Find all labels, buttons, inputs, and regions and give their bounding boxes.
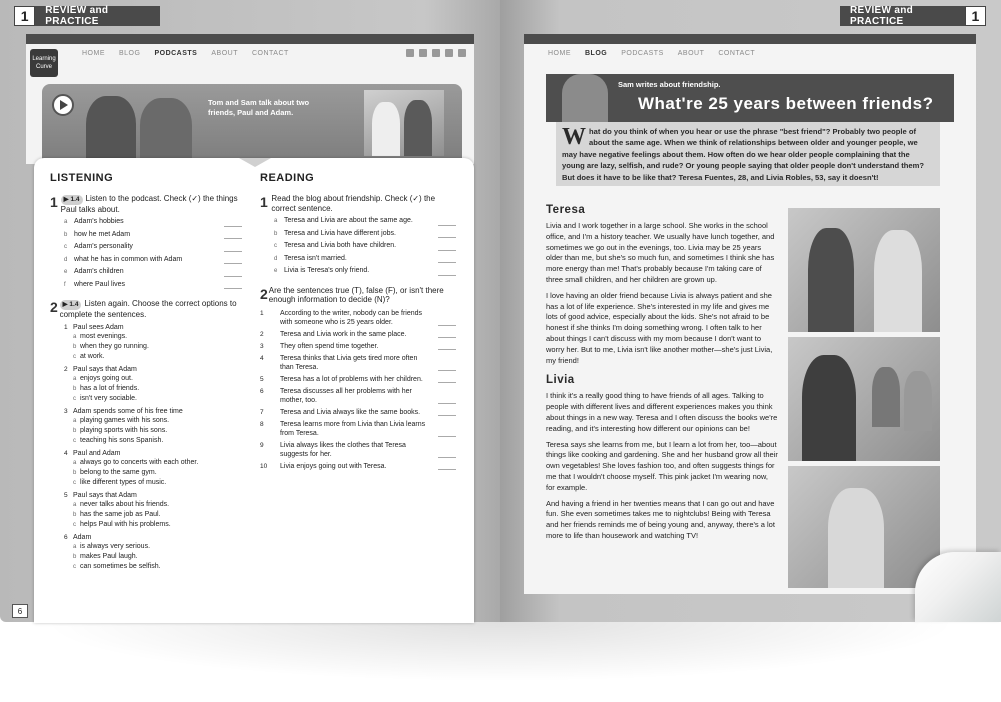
answer-blank[interactable]: [438, 457, 456, 458]
question-text: Paul sees Adam: [73, 324, 124, 331]
question-stem: [64, 407, 240, 416]
checklist-item: [64, 241, 242, 254]
photo-friends-sofa: [788, 337, 940, 461]
item-text: Teresa and Livia work in the same place.: [280, 330, 407, 338]
answer-option[interactable]: [64, 458, 240, 468]
facebook-icon[interactable]: [406, 49, 414, 57]
nav-blog[interactable]: BLOG: [585, 50, 608, 57]
answer-blank[interactable]: [438, 275, 456, 276]
option-text: never talks about his friends.: [80, 501, 170, 508]
item-text: Teresa and Livia are about the same age.: [284, 217, 413, 224]
answer-blank[interactable]: [438, 262, 456, 263]
answer-option[interactable]: [64, 510, 240, 520]
answer-blank[interactable]: [438, 250, 456, 251]
item-text: Livia always likes the clothes that Teresa suggests for her.: [280, 441, 406, 458]
unit-number: 1: [14, 6, 35, 26]
blog-title: What're 25 years between friends?: [638, 94, 934, 113]
option-letter: c: [73, 522, 76, 528]
item-text: Teresa thinks that Livia gets tired more often than Teresa.: [280, 354, 418, 371]
option-letter: a: [73, 376, 77, 382]
answer-option[interactable]: [64, 500, 240, 510]
photo-paul-adam: [364, 90, 444, 156]
question: [64, 533, 240, 572]
teresa-paragraph-2: I love having an older friend because Livia is always patient and she has a lot of life experience. She's interested in my life and gives me lots of good advice, especially about the kids. She's not afraid to be honest if she thinks I'm doing something wrong. I often talk to her about things I can't discuss with my mom because I don't want to worry her. But to me, Livia isn't like another mother—she's just Livia, my friend!: [546, 290, 773, 365]
reading-ex1-items: [274, 215, 456, 278]
audio-icon[interactable]: ▶ 1.4: [60, 300, 82, 310]
livia-paragraph-2: Teresa says she learns from me, but I learn a lot from her, too—about things like cooking and gardening. She and her husband grow all their own vegetables! She loves fashion too, and often suggests things for me that I wouldn't choose myself. This pink jacket I'm wearing now, for example.: [546, 439, 778, 492]
question-number: 3: [64, 408, 68, 415]
option-letter: a: [73, 460, 77, 466]
question-number: 4: [64, 450, 68, 457]
question-stem: [64, 449, 240, 458]
left-page: [0, 0, 500, 622]
intro-dropcap: W: [562, 124, 586, 150]
option-letter: b: [73, 470, 77, 476]
option-text: playing sports with his sons.: [80, 427, 168, 434]
item-number: 5: [260, 375, 264, 383]
answer-blank[interactable]: [438, 337, 456, 338]
question-text: Paul and Adam: [73, 450, 121, 457]
option-letter: c: [73, 480, 76, 486]
item-text: Teresa and Livia have different jobs.: [284, 229, 396, 237]
answer-option[interactable]: [64, 426, 240, 436]
page-curl: [915, 552, 1001, 622]
unit-badge-right: [840, 6, 986, 26]
reading-ex2: 2 Are the sentences true (T), false (F), or isn't there enough information to decide (N)?: [260, 286, 456, 305]
question: [64, 323, 240, 362]
tfn-item: [260, 342, 456, 351]
tfn-item: [260, 309, 456, 327]
answer-option[interactable]: [64, 468, 240, 478]
item-text: Livia is Teresa's only friend.: [284, 267, 370, 274]
question: [64, 491, 240, 530]
item-number: 7: [260, 408, 264, 416]
item-letter: c: [64, 244, 67, 250]
option-text: teaching his sons Spanish.: [80, 437, 164, 444]
checklist-item: [274, 228, 456, 241]
listening-ex2-questions: [64, 323, 240, 572]
option-letter: c: [73, 438, 76, 444]
tfn-item: [260, 420, 456, 438]
item-number: 10: [260, 462, 268, 470]
item-letter: e: [64, 269, 68, 275]
site-top-bar: [26, 34, 474, 44]
blog-kicker: Sam writes about friendship.: [618, 80, 721, 89]
item-text: Teresa and Livia always like the same books.: [280, 408, 421, 416]
tfn-item: [260, 330, 456, 339]
unit-badge-left: [14, 6, 160, 26]
item-text: Teresa discusses all her problems with her mother, too.: [280, 387, 412, 404]
blog-site: [524, 34, 976, 594]
answer-blank[interactable]: [224, 238, 242, 239]
podcast-banner: [42, 84, 462, 164]
option-text: makes Paul laugh.: [80, 553, 138, 560]
answer-blank[interactable]: [438, 370, 456, 371]
reading-section: [260, 172, 456, 474]
item-text: Adam's personality: [74, 243, 133, 250]
tfn-item: [260, 441, 456, 459]
question-number: 1: [64, 324, 68, 331]
answer-option[interactable]: [64, 342, 240, 352]
option-text: when they go running.: [80, 343, 149, 350]
item-text: where Paul lives: [74, 280, 125, 288]
answer-blank[interactable]: [438, 225, 456, 226]
nav-contact[interactable]: CONTACT: [718, 50, 756, 57]
nav-home[interactable]: HOME: [548, 50, 571, 57]
teresa-paragraph-1: Livia and I work together in a large school. She works in the school office, and I'm a history teacher. We usually have lunch together, and sometimes we go out in the evenings, too. Livia may be 25 years older than me, but she's so much fun, and sometimes I think she has more energy than me! That's probably because I'm taking care of three small children, and her children are grown up.: [546, 221, 775, 284]
listening-section: [50, 172, 242, 575]
answer-blank[interactable]: [224, 276, 242, 277]
nav-home[interactable]: HOME: [82, 50, 105, 57]
item-number: 1: [260, 309, 264, 317]
option-letter: a: [73, 418, 77, 424]
question-text: Paul says that Adam: [73, 492, 137, 499]
option-letter: b: [73, 428, 77, 434]
option-letter: b: [73, 344, 77, 350]
option-text: playing games with his sons.: [80, 417, 170, 424]
item-letter: a: [64, 219, 68, 225]
question-stem: [64, 323, 240, 332]
option-letter: c: [73, 354, 76, 360]
nav-about[interactable]: ABOUT: [677, 50, 705, 57]
checklist-item: [64, 229, 242, 242]
option-text: most evenings.: [80, 333, 128, 340]
answer-blank[interactable]: [224, 263, 242, 264]
photo-sam: [140, 98, 192, 164]
item-letter: a: [274, 218, 278, 224]
intro-text: hat do you think of when you hear or use the phrase "best friend"? Probably two people of about the same age. When we think of relationships between older and younger people, we may have negative feelings about them. How often do we hear older people complaining that the young are lazy, selfish, and rude? Or young people saying that older people don't understand them? But does it have to be like that? Teresa Fuentes, 28, and Livia Robles, 53, say it doesn't!: [562, 127, 924, 182]
checklist-item: [274, 215, 456, 228]
reading-ex2-instruction: Are the sentences true (T), false (F), or isn't there enough information to decide (N)?: [268, 285, 444, 304]
item-text: how he met Adam: [74, 230, 131, 238]
exercise-panel: [34, 158, 474, 623]
listening-ex1-instruction: ▶ 1.4 Listen to the podcast. Check (✓) the things Paul talks about.: [60, 194, 238, 214]
answer-option[interactable]: [64, 416, 240, 426]
answer-blank[interactable]: [438, 415, 456, 416]
answer-option[interactable]: [64, 520, 240, 530]
answer-option[interactable]: [64, 436, 240, 446]
question-number: 6: [64, 534, 68, 541]
item-text: what he has in common with Adam: [74, 255, 183, 263]
item-letter: b: [64, 231, 68, 238]
reading-heading: READING: [260, 172, 315, 184]
option-letter: c: [73, 564, 76, 570]
question: [64, 365, 240, 404]
googleplus-icon[interactable]: [445, 49, 453, 57]
answer-blank[interactable]: [438, 349, 456, 350]
tfn-item: [260, 408, 456, 417]
item-number: 9: [260, 441, 264, 449]
tfn-item: [260, 387, 456, 405]
option-text: can sometimes be selfish.: [80, 563, 161, 570]
item-letter: d: [274, 255, 278, 262]
answer-blank[interactable]: [438, 436, 456, 437]
item-number: 3: [260, 342, 264, 350]
answer-blank[interactable]: [224, 251, 242, 252]
photo-livia: [788, 466, 940, 588]
nav-blog[interactable]: BLOG: [119, 50, 141, 57]
item-number: 6: [260, 387, 264, 395]
question-stem: [64, 365, 240, 374]
listening-ex1-items: [64, 216, 242, 291]
answer-blank[interactable]: [438, 469, 456, 470]
photo-tom: [86, 96, 136, 164]
tfn-item: [260, 354, 456, 372]
book-shadow: [40, 622, 960, 682]
unit-number: 1: [965, 6, 986, 26]
blog-intro: [556, 122, 940, 186]
option-text: enjoys going out.: [80, 375, 133, 382]
item-text: They often spend time together.: [280, 342, 379, 350]
item-letter: d: [64, 256, 68, 263]
answer-blank[interactable]: [438, 382, 456, 383]
checklist-item: [64, 266, 242, 279]
answer-blank[interactable]: [438, 325, 456, 326]
answer-option[interactable]: [64, 562, 240, 572]
answer-option[interactable]: [64, 352, 240, 362]
option-letter: b: [73, 554, 77, 560]
item-text: Teresa isn't married.: [284, 254, 347, 262]
listening-ex1: 1 ▶ 1.4 Listen to the podcast. Check (✓) the things Paul talks about.: [50, 194, 242, 214]
answer-option[interactable]: [64, 384, 240, 394]
question: [64, 407, 240, 446]
audio-icon[interactable]: ▶ 1.4: [61, 195, 83, 205]
tfn-item: [260, 462, 456, 471]
item-letter: c: [274, 243, 277, 249]
unit-label: REVIEW and PRACTICE: [45, 5, 109, 27]
site-nav: [548, 50, 755, 57]
checklist-item: [274, 240, 456, 253]
site-top-bar: [524, 34, 976, 44]
item-text: According to the writer, nobody can be friends with someone who is 25 years older.: [280, 309, 423, 326]
item-text: Teresa learns more from Livia than Livia learns from Teresa.: [280, 420, 426, 437]
answer-blank[interactable]: [438, 403, 456, 404]
author-photo: [562, 74, 608, 122]
reading-ex1: 1 Read the blog about friendship. Check (✓) the correct sentence.: [260, 194, 456, 213]
checklist-item: [274, 265, 456, 278]
livia-heading: Livia: [546, 374, 575, 387]
livia-paragraph-1: I think it's a really good thing to have friends of all ages. Talking to people with different lives and different experiences makes you think about things in a new way. Teresa and I often discuss the books we're reading, and it's interesting how different our opinions can be!: [546, 391, 778, 433]
option-letter: c: [73, 396, 76, 402]
nav-podcasts[interactable]: PODCASTS: [154, 50, 198, 57]
nav-podcasts[interactable]: PODCASTS: [621, 50, 664, 57]
item-text: Adam's children: [74, 268, 124, 275]
page-number: 6: [12, 604, 28, 618]
panel-notch: [239, 158, 271, 167]
option-text: helps Paul with his problems.: [80, 521, 171, 528]
item-number: 8: [260, 420, 264, 428]
question-number: 5: [64, 492, 68, 499]
option-text: always go to concerts with each other.: [80, 459, 199, 466]
checklist-item: [64, 279, 242, 292]
play-icon[interactable]: [52, 94, 74, 116]
question-text: Paul says that Adam: [73, 366, 137, 373]
option-text: belong to the same gym.: [80, 469, 157, 476]
item-text: Teresa and Livia both have children.: [284, 242, 397, 249]
checklist-item: [64, 254, 242, 267]
learning-curve-logo: Learning Curve: [30, 49, 58, 77]
nav-contact[interactable]: CONTACT: [251, 50, 289, 57]
listening-ex2-instruction: ▶ 1.4 Listen again. Choose the correct options to complete the sentences.: [59, 299, 237, 319]
teresa-column: [546, 204, 778, 542]
item-letter: f: [64, 281, 66, 288]
livia-paragraph-3: And having a friend in her twenties means that I can go out and have fun. She even sometimes takes me to nightclubs! Being with Teresa and her friends reminds me of being young and, anyway, there's a lot more to life than housework and watching TV!: [546, 498, 775, 540]
right-page: [500, 0, 1001, 622]
option-text: is always very serious.: [80, 543, 151, 550]
question-stem: [64, 491, 240, 500]
answer-option[interactable]: [64, 478, 240, 488]
rss-icon[interactable]: [458, 49, 466, 57]
item-text: Livia enjoys going out with Teresa.: [280, 462, 387, 470]
question-text: Adam: [73, 534, 92, 541]
option-text: like different types of music.: [80, 479, 167, 486]
item-number: 4: [260, 354, 264, 362]
question-number: 2: [64, 366, 68, 373]
photo-teresa-livia-laptop: [788, 208, 940, 332]
answer-option[interactable]: [64, 542, 240, 552]
item-text: Teresa has a lot of problems with her children.: [280, 375, 423, 383]
item-text: Adam's hobbies: [74, 218, 124, 225]
answer-option[interactable]: [64, 374, 240, 384]
answer-option[interactable]: [64, 552, 240, 562]
teresa-heading: Teresa: [546, 204, 586, 216]
item-letter: b: [274, 230, 278, 237]
twitter-icon[interactable]: [419, 49, 427, 57]
option-text: has the same job as Paul.: [80, 511, 161, 518]
question-stem: [64, 533, 240, 542]
nav-about[interactable]: ABOUT: [211, 50, 238, 57]
listening-heading: LISTENING: [50, 172, 114, 184]
site-nav: [82, 50, 289, 57]
question: [64, 449, 240, 488]
answer-option[interactable]: [64, 332, 240, 342]
question-text: Adam spends some of his free time: [73, 408, 183, 415]
answer-blank[interactable]: [438, 237, 456, 238]
checklist-item: [64, 216, 242, 229]
reading-ex2-items: [260, 309, 456, 471]
reading-ex1-instruction: Read the blog about friendship. Check (✓) the correct sentence.: [271, 194, 436, 213]
banner-caption: Tom and Sam talk about two friends, Paul and Adam.: [208, 98, 310, 117]
option-letter: a: [73, 544, 77, 550]
item-number: 2: [260, 330, 264, 338]
listening-ex2: 2 ▶ 1.4 Listen again. Choose the correct options to complete the sentences.: [50, 299, 242, 319]
social-icons: [406, 49, 466, 57]
answer-option[interactable]: [64, 394, 240, 404]
blog-header: [546, 74, 954, 122]
option-text: at work.: [80, 353, 105, 360]
unit-label: REVIEW and PRACTICE: [850, 5, 914, 27]
option-letter: b: [73, 512, 77, 518]
option-letter: a: [73, 502, 77, 508]
option-letter: a: [73, 334, 77, 340]
item-letter: e: [274, 268, 278, 274]
option-letter: b: [73, 386, 77, 392]
answer-blank[interactable]: [224, 226, 242, 227]
tfn-item: [260, 375, 456, 384]
podcast-site: [26, 34, 474, 164]
checklist-item: [274, 253, 456, 266]
option-text: isn't very sociable.: [80, 395, 137, 402]
linkedin-icon[interactable]: [432, 49, 440, 57]
option-text: has a lot of friends.: [80, 385, 140, 392]
answer-blank[interactable]: [224, 288, 242, 289]
